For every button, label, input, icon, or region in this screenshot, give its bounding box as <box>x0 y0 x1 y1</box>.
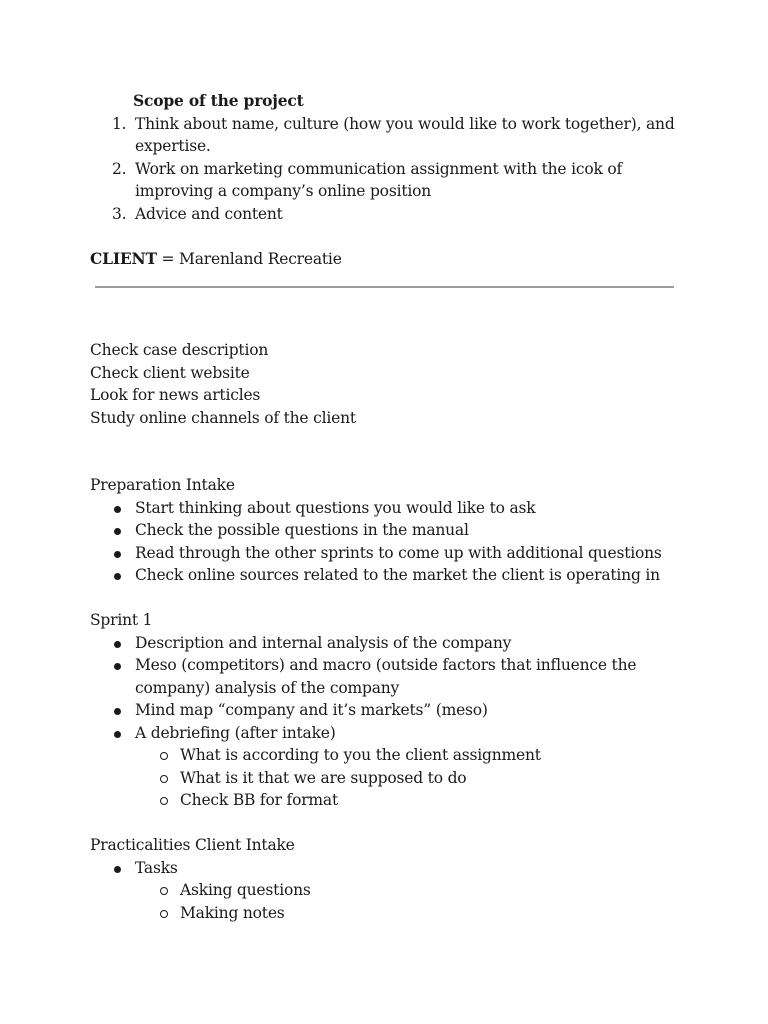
practicalities-subitem <box>135 902 680 925</box>
scope-item-text: Advice and content <box>135 204 283 223</box>
bullet-icon <box>114 528 121 535</box>
bullet-icon <box>114 708 121 715</box>
sprint1-item-text: Meso (competitors) and macro (outside factors that influence the <box>135 656 637 674</box>
practicalities-sublist <box>135 879 680 924</box>
client-label: CLIENT <box>90 248 157 268</box>
scope-item-text: Work on marketing communication assignment with the icok of <box>135 159 623 178</box>
preparation-list <box>90 497 680 587</box>
sprint1-subitem-text: Check BB for format <box>180 791 338 809</box>
sprint1-subitem-text: What is according to you the client assignment <box>180 746 541 764</box>
scope-item-3 <box>90 203 680 226</box>
preparation-item <box>90 564 680 587</box>
sprint1-item-text: Mind map “company and it’s markets” (meso) <box>135 701 488 719</box>
scope-item-text: Think about name, culture (how you would like to work together), and <box>135 114 675 133</box>
spacer <box>90 288 680 339</box>
scope-item-1 <box>90 113 680 158</box>
scope-item-number: 1. <box>112 114 127 133</box>
practicalities-subitem <box>135 879 680 902</box>
check-item: Check case description <box>90 341 269 359</box>
sprint1-item-text-cont: company) analysis of the company <box>135 678 400 697</box>
practicalities-item-text: Tasks <box>135 858 178 877</box>
scope-item-number: 3. <box>112 204 127 223</box>
sprint1-item <box>90 632 680 655</box>
sprint1-list <box>90 632 680 812</box>
scope-item-number: 2. <box>112 159 127 178</box>
hollow-bullet-icon <box>160 910 168 918</box>
sprint1-subitem-text: What is it that we are supposed to do <box>180 768 467 787</box>
check-item: Check client website <box>90 363 250 382</box>
spacer <box>90 587 680 610</box>
hollow-bullet-icon <box>160 775 168 783</box>
bullet-icon <box>114 551 121 558</box>
preparation-item-text: Read through the other sprints to come up with additional questions <box>135 543 662 562</box>
scope-item-text-cont: expertise. <box>135 137 211 155</box>
preparation-item-text: Check online sources related to the market the client is operating in <box>135 566 660 584</box>
preparation-item <box>90 542 680 565</box>
sprint1-heading: Sprint 1 <box>90 611 153 629</box>
sprint1-item-text: A debriefing (after intake) <box>135 723 336 742</box>
preparation-item <box>90 519 680 542</box>
scope-heading: Scope of the project <box>133 91 304 110</box>
spacer <box>90 812 680 835</box>
practicalities-subitem-text: Asking questions <box>180 881 311 899</box>
bullet-icon <box>114 731 121 738</box>
sprint1-subitem <box>135 744 680 767</box>
preparation-item-text: Check the possible questions in the manual <box>135 521 469 539</box>
hollow-bullet-icon <box>160 887 168 895</box>
spacer <box>90 429 680 474</box>
preparation-item <box>90 497 680 520</box>
hollow-bullet-icon <box>160 797 168 805</box>
check-item: Study online channels of the client <box>90 408 356 427</box>
sprint1-subitem <box>135 789 680 812</box>
bullet-icon <box>114 641 121 648</box>
sprint1-subitem <box>135 767 680 790</box>
document-page <box>90 90 680 924</box>
sprint1-item <box>90 654 680 699</box>
bullet-icon <box>114 573 121 580</box>
sprint1-item <box>90 722 680 812</box>
scope-item-2 <box>90 158 680 203</box>
scope-list <box>90 113 680 226</box>
bullet-icon <box>114 663 121 670</box>
practicalities-heading: Practicalities Client Intake <box>90 836 295 854</box>
sprint1-item <box>90 699 680 722</box>
preparation-heading: Preparation Intake <box>90 476 235 494</box>
practicalities-list <box>90 857 680 925</box>
sprint1-item-text: Description and internal analysis of the company <box>135 633 512 652</box>
spacer <box>90 225 680 248</box>
client-name: = Marenland Recreatie <box>156 249 342 268</box>
check-item: Look for news articles <box>90 386 261 404</box>
bullet-icon <box>114 506 121 513</box>
practicalities-item <box>90 857 680 925</box>
practicalities-subitem-text: Making notes <box>180 903 285 922</box>
client-line <box>90 248 680 271</box>
preparation-item-text: Start thinking about questions you would like to ask <box>135 498 536 517</box>
scope-item-text-cont: improving a company’s online position <box>135 182 432 200</box>
sprint1-sublist <box>135 744 680 812</box>
bullet-icon <box>114 866 121 873</box>
hollow-bullet-icon <box>160 752 168 760</box>
